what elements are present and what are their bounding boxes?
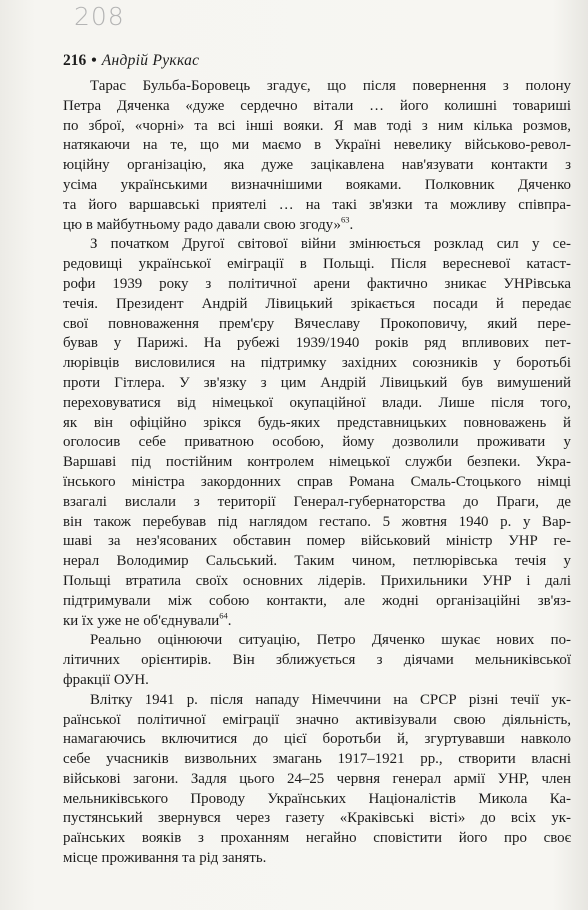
text-line: натякаючи на те, що ми маємо в Україні невелику військово-револ- xyxy=(63,137,571,154)
text-line: Польщі втратила своїх основних лідерів. Прихильники УНР і далі xyxy=(63,572,571,589)
text-line: юційну організацію, яка дуже зацікавлена нав'язувати контакти з xyxy=(63,157,571,174)
text-line: їнського міністра закордонних справ Романа Смаль-Стоцького німці xyxy=(63,473,571,490)
page-number: 216 xyxy=(63,52,87,69)
text-line: усіма українськими визначнішими вояками. Полковник Дяченко xyxy=(63,176,571,193)
body-text xyxy=(63,77,571,869)
text-line-last: фракції ОУН. xyxy=(63,671,149,688)
text-line: редовищі української еміграції в Польщі. Після вересневої катаст- xyxy=(63,256,571,273)
text-line: рофи 1939 року з політичної арени фактично зникає УНРівська xyxy=(63,275,571,292)
text-line: шаві за нез'ясованих обставин помер військовий міністр УНР ге- xyxy=(63,533,571,550)
text-line-tail: . xyxy=(227,612,232,629)
footnote-ref: 63 xyxy=(340,214,350,225)
text-line: З початком Другої світової війни змінюється розклад сил у се- xyxy=(90,236,571,253)
text-line: по зброї, «чорні» та всі інші вояки. Я мав тоді з ним кілька розмов, xyxy=(63,117,571,134)
text-line: літичних орієнтирів. Він зближується з діячами мельниківської xyxy=(63,652,571,669)
paragraph-1 xyxy=(63,77,571,235)
text-line: Влітку 1941 р. після нападу Німеччини на СРСР різні течії ук- xyxy=(90,691,571,708)
text-line-last: місце проживання та рід занять. xyxy=(63,850,267,867)
text-line-last xyxy=(63,216,571,236)
text-line: свої повноваження прем'єру Вячеславу Прокоповичу, який пере- xyxy=(63,315,571,332)
text-line: він також перебував під наглядом гестапо. 5 жовтня 1940 р. у Вар- xyxy=(63,513,571,530)
text-line: Тарас Бульба-Боровець згадує, що після повернення з полону xyxy=(90,78,571,94)
text-line-content: ки їх уже не об'єднували xyxy=(63,612,220,629)
text-line: себе учасників визвольних змагань 1917–1921 рр., створити власні xyxy=(63,751,571,768)
text-line: як він офіційно зрікся будь-яких представницьких повноважень й xyxy=(63,414,571,431)
header-separator: • xyxy=(91,52,97,69)
text-line-tail: . xyxy=(349,216,354,233)
paragraph-4 xyxy=(63,691,571,869)
text-line: намагаючись включитися до цієї боротьби й, згуртувавши навколо xyxy=(63,731,571,748)
paragraph-3 xyxy=(63,631,571,690)
text-line: Реально оцінюючи ситуацію, Петро Дяченко шукає нових по- xyxy=(90,632,571,649)
text-line: оголосив себе приватною особою, йому дозволили проживати у xyxy=(63,434,571,451)
text-line-last xyxy=(63,612,571,632)
text-line-content: цю в майбутньому радо давали свою згоду» xyxy=(63,216,341,233)
handwritten-page-number: 208 xyxy=(74,2,125,31)
text-line: раїнської політичної еміграції значно активізували свою діяльність, xyxy=(63,711,571,728)
text-line: проти Гітлера. У зв'язку з цим Андрій Лівицький був вимушений xyxy=(63,374,571,391)
text-line: військові загони. Задля цього 24–25 червня генерал армії УНР, член xyxy=(63,770,571,787)
header-author: Андрій Руккас xyxy=(101,52,200,69)
text-line: пустянський звернувся через газету «Краківські вісті» до всіх ук- xyxy=(63,810,571,827)
running-head xyxy=(63,52,199,70)
text-line: підтримували між собою контакти, але жодні організаційні зв'яз- xyxy=(63,592,571,609)
text-line: люрівців висловилися на підтримку західних союзників у боротьбі xyxy=(63,355,571,372)
text-line: Варшаві під постійним контролем німецької служби безпеки. Укра- xyxy=(63,454,571,471)
text-line: бував у Парижі. На рубежі 1939/1940 років ряд впливових пет- xyxy=(63,335,571,352)
text-line: мельниківського Проводу Українських Націоналістів Микола Ка- xyxy=(63,790,571,807)
text-line: та його варшавські приятелі … на такі зв'язки та можливу співпра- xyxy=(63,196,571,213)
text-line: раїнських вояків з проханням негайно сповістити його про своє xyxy=(63,830,571,847)
paragraph-2 xyxy=(63,235,571,631)
text-line: взагалі вислали з території Генерал-губернаторства до Праги, де xyxy=(63,493,571,510)
text-line: течія. Президент Андрій Лівицький зрікається посади й передає xyxy=(63,295,571,312)
text-line: нерал Володимир Сальський. Таким чином, петлюрівська течія у xyxy=(63,553,571,570)
text-line: Петра Дяченка «дуже сердечно вітали … його колишні товариші xyxy=(63,97,571,114)
footnote-ref: 64 xyxy=(219,610,228,621)
text-line: переховуватися від німецької окупаційної влади. Лише після того, xyxy=(63,394,571,411)
